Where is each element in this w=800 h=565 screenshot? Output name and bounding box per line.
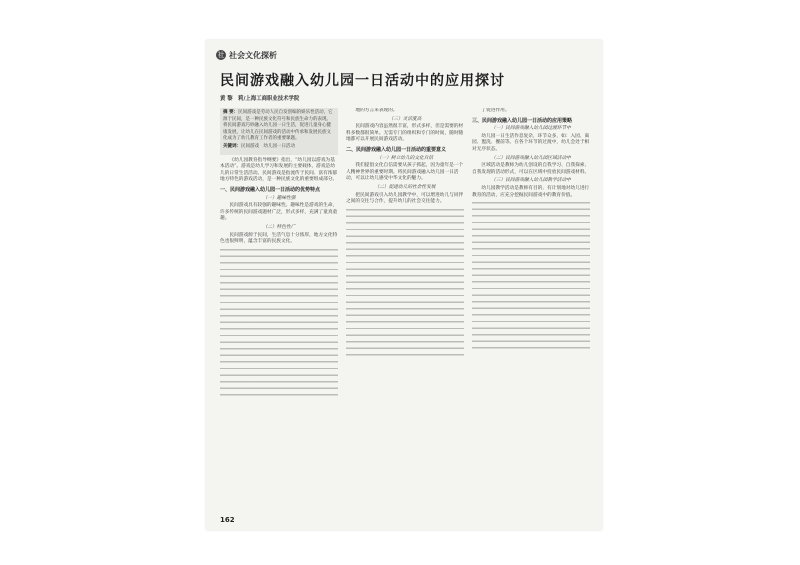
body-paragraph: 我们提倡文化自信需要从孩子抓起，因为童年是一个人精神世界的重要时期。将民间游戏融入幼儿园一日活动，可以让幼儿感受中华文化的魅力。 [346,163,464,182]
article-title: 民间游戏融入幼儿园一日活动中的应用探讨 [220,73,505,89]
body-paragraph: 幼儿园教学活动是教师有目的、有计划地对幼儿进行教育的活动，应充分挖掘民间游戏中的教育价值。 [472,185,590,198]
intro-paragraph: 《幼儿园教育指导纲要》指出，“幼儿园以游戏为基本活动”。游戏是幼儿学习和发展的主要载体，游戏是幼儿的日常生活活动。民间游戏是指流传于民间、富有浓郁地方特色的游戏活动，是一种民族文化的重要组成部分。 [220,157,338,183]
body-paragraph: 民间游戏具有较强的趣味性。趣味性是游戏的生命，许多传统的民间游戏题材广泛，形式多样，充满了童真童趣。 [220,203,338,222]
subheading-2-2: （二）促进幼儿的社会性发展 [374,184,436,190]
abstract-text: 民间游戏是劳动人民自发创编的娱乐性活动，它源于民间，是一种民族文化符号和民族生命力的表现。将民间游戏巧妙融入幼儿园一日生活，促进儿童身心健康发展，让幼儿在民间游戏的活动中传承和发展民族文化成为了幼儿教育工作者的重要课题。 [223,110,333,142]
journal-page [206,40,602,530]
body-paragraph: 民间游戏内容虽然很丰富，形式多样，但是需要的材料多数都很简单。无需专门的组织和专门的时间，随时随地都可以开展民间游戏活动。 [346,124,464,143]
body-paragraph: 民间游戏源于民间，生活气息十分浓厚，地方文化特色也很鲜明，蕴含丰富的民族文化。 [220,232,338,245]
text-column-2 [346,108,464,508]
abstract-paragraph [223,110,335,143]
body-paragraph: 把民间游戏引入幼儿园教学中，可以增进幼儿与同伴之间的交往与合作，提升幼儿的社会交往能力。 [346,192,464,205]
text-column-1 [220,108,338,508]
subheading-1-2: （二）特色性广 [262,224,296,230]
subheading-1-3: （三）灵活度高 [388,116,422,122]
body-text-lines [220,249,338,399]
subheading-1-1: （一）趣味性强 [262,195,296,201]
section-heading-3: 三、民间游戏融入幼儿园一日活动的应用策略 [472,117,573,124]
abstract-label: 摘 要： [223,110,239,115]
abstract-box [220,108,338,155]
keywords-label: 关键词： [223,144,241,150]
body-paragraph: 地的方言来表现的。 [355,108,398,113]
author-line: 黄 黎 莉/上海工商职业技术学院 [220,96,300,102]
subheading-2-1: （一）树立幼儿的文化自信 [376,155,434,161]
body-paragraph: 区域活动是教师为幼儿创设的自我学习、自我探索、自我发现的活动形式，可以在区域中投放民间游戏材料。 [472,163,590,175]
section-heading-2: 二、民间游戏融入幼儿园一日活动的重要意义 [346,146,447,153]
body-text-lines [472,202,590,352]
body-paragraph: 了促进作用。 [481,108,510,113]
subheading-3-3: （三）民间游戏融入幼儿园教学活动中 [491,178,571,184]
section-name: 社会文化探析 [229,50,277,60]
body-text-lines [346,209,464,359]
page-number: 162 [220,516,235,524]
keywords-text: 民间游戏 幼儿园一日活动 [241,144,295,150]
subheading-3-1: （一）民间游戏融入幼儿园过渡环节中 [491,126,571,132]
body-paragraph: 幼儿园一日生活作息复杂，环节众多，如：入园、离园、盥洗、餐前等。在各个环节的过渡中，幼儿会处于相对无序状态。 [472,133,590,152]
section-badge-icon: 社 [217,51,225,59]
subheading-3-2: （二）民间游戏融入幼儿园区域活动中 [491,155,571,161]
section-heading-1: 一、民间游戏融入幼儿园一日活动的优势特点 [220,186,321,193]
keywords-paragraph [223,144,335,151]
text-column-3 [472,108,590,508]
section-header [216,48,277,62]
